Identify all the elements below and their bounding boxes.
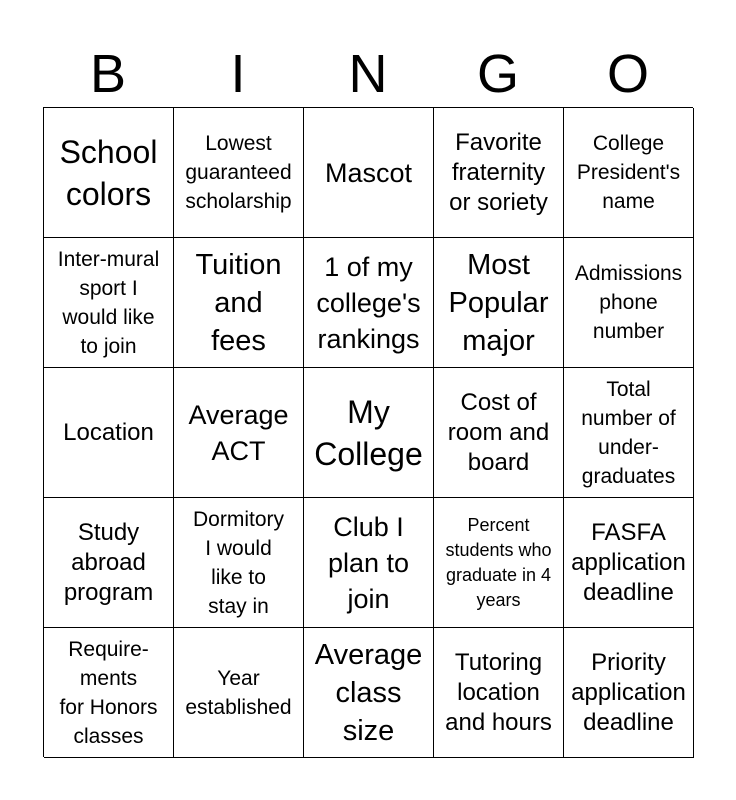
bingo-cell[interactable] — [564, 108, 694, 238]
bingo-cell[interactable] — [434, 238, 564, 368]
cell-text: Club I plan to join — [327, 511, 410, 614]
bingo-cell[interactable] — [44, 108, 174, 238]
cell-text: Favorite fraternity or soriety — [449, 128, 548, 216]
header-letter-i: I — [230, 44, 246, 104]
bingo-cell[interactable] — [434, 108, 564, 238]
cell-text: Most Popular major — [448, 248, 549, 357]
header-letter-n: N — [348, 44, 388, 104]
cell-text: Total number of under- graduates — [581, 377, 676, 488]
cell-text: Percent students who graduate in 4 years — [445, 514, 552, 610]
bingo-cell[interactable] — [174, 238, 304, 368]
cell-text: Average ACT — [188, 399, 289, 466]
bingo-cell[interactable] — [304, 498, 434, 628]
bingo-cell[interactable] — [564, 238, 694, 368]
cell-text: Cost of room and board — [447, 388, 550, 476]
cell-text: Priority application deadline — [571, 648, 686, 736]
cell-text: My College — [314, 393, 423, 472]
cell-text: Dormitory I would like to stay in — [192, 507, 284, 618]
bingo-cell[interactable] — [174, 368, 304, 498]
bingo-cell[interactable] — [44, 628, 174, 758]
bingo-cell[interactable] — [44, 238, 174, 368]
header-letter-b: B — [89, 44, 127, 104]
bingo-cell[interactable] — [434, 498, 564, 628]
cell-text: Study abroad program — [63, 518, 154, 606]
cell-text: Admissions phone number — [574, 262, 683, 343]
bingo-board — [43, 107, 693, 757]
cell-text: Average class size — [314, 638, 423, 747]
bingo-cell[interactable] — [44, 368, 174, 498]
cell-text: Inter-mural sport I would like to join — [57, 247, 160, 358]
bingo-cell[interactable] — [564, 368, 694, 498]
cell-text: Mascot — [324, 157, 413, 188]
bingo-cell[interactable] — [174, 108, 304, 238]
cell-text: Year established — [185, 666, 292, 719]
bingo-header — [43, 42, 693, 106]
bingo-cell[interactable] — [434, 368, 564, 498]
bingo-cell[interactable] — [564, 628, 694, 758]
cell-text: College President's name — [576, 132, 681, 213]
header-letter-g: G — [476, 44, 519, 104]
cell-text: Location — [63, 418, 154, 446]
bingo-cell[interactable] — [304, 628, 434, 758]
cell-text: 1 of my college's rankings — [316, 251, 421, 354]
cell-text: Lowest guaranteed scholarship — [185, 132, 292, 213]
bingo-cell[interactable] — [564, 498, 694, 628]
bingo-cell[interactable] — [304, 238, 434, 368]
cell-text: Tuition and fees — [195, 248, 282, 357]
bingo-cell[interactable] — [304, 368, 434, 498]
bingo-cell[interactable] — [174, 628, 304, 758]
bingo-cell[interactable] — [304, 108, 434, 238]
header-letter-o: O — [606, 44, 649, 104]
bingo-cell[interactable] — [434, 628, 564, 758]
cell-text: FASFA application deadline — [571, 518, 686, 606]
cell-text: Tutoring location and hours — [445, 648, 552, 736]
bingo-cell[interactable] — [174, 498, 304, 628]
bingo-cell[interactable] — [44, 498, 174, 628]
cell-text: School colors — [59, 133, 158, 212]
cell-text: Require- ments for Honors classes — [59, 637, 158, 748]
